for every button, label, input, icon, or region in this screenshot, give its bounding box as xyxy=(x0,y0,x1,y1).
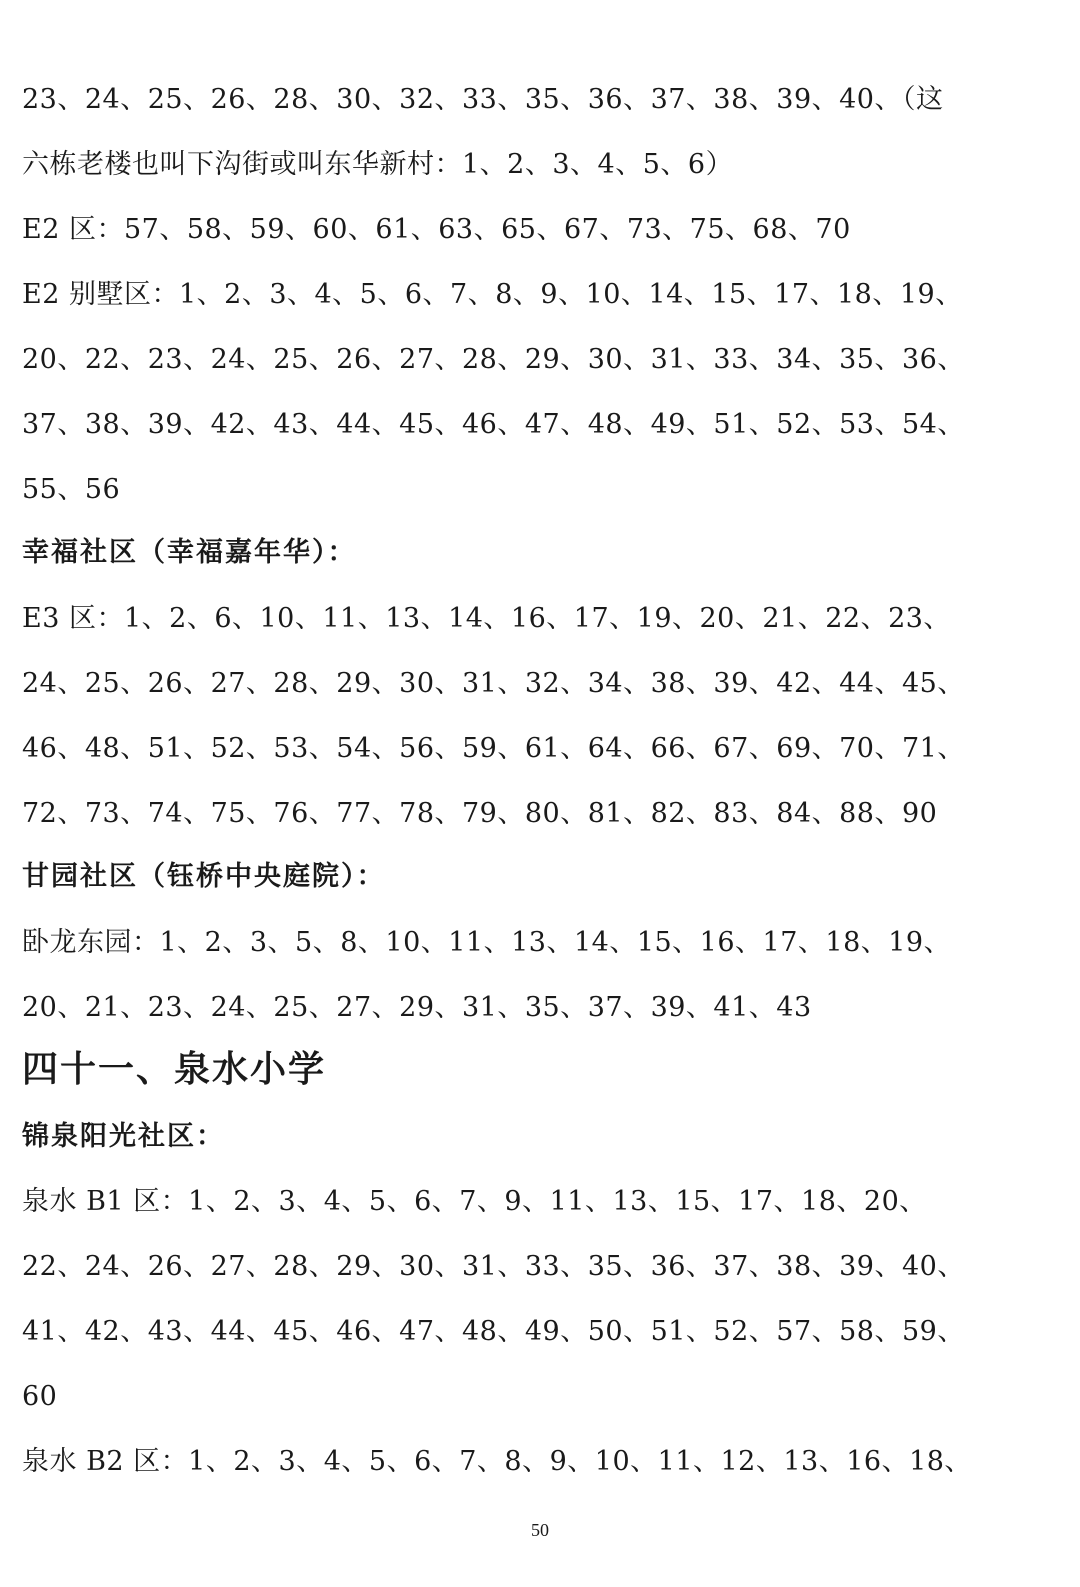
text-line: E3 区：1、2、6、10、11、13、14、16、17、19、20、21、22、23、 xyxy=(22,603,951,634)
text-line: E2 区：57、58、59、60、61、63、65、67、73、75、68、70 xyxy=(22,214,851,245)
text-line: 22、24、26、27、28、29、30、31、33、35、36、37、38、39、40、 xyxy=(22,1251,965,1282)
text-line: 六栋老楼也叫下沟街或叫东华新村：1、2、3、4、5、6） xyxy=(22,149,734,180)
community-heading: 甘园社区（钰桥中央庭院）： xyxy=(22,861,386,892)
text-line: 卧龙东园：1、2、3、5、8、10、11、13、14、15、16、17、18、19、 xyxy=(22,927,952,958)
text-line: 41、42、43、44、45、46、47、48、49、50、51、52、57、58、59、 xyxy=(22,1316,965,1347)
text-line: 泉水 B1 区：1、2、3、4、5、6、7、9、11、13、15、17、18、20、 xyxy=(22,1186,927,1217)
page-number: 50 xyxy=(531,1520,549,1540)
text-line: 20、22、23、24、25、26、27、28、29、30、31、33、34、35、36、 xyxy=(22,344,965,375)
text-line: 46、48、51、52、53、54、56、59、61、64、66、67、69、70、71、 xyxy=(22,733,965,764)
text-line: 37、38、39、42、43、44、45、46、47、48、49、51、52、53、54、 xyxy=(22,409,965,440)
text-line: 23、24、25、26、28、30、32、33、35、36、37、38、39、40、（这 xyxy=(22,84,944,115)
text-line: E2 别墅区：1、2、3、4、5、6、7、8、9、10、14、15、17、18、19、 xyxy=(22,279,963,310)
text-line: 24、25、26、27、28、29、30、31、32、34、38、39、42、44、45、 xyxy=(22,668,965,699)
section-heading: 四十一、泉水小学 xyxy=(22,1049,327,1090)
text-line: 60 xyxy=(22,1381,58,1412)
text-line: 20、21、23、24、25、27、29、31、35、37、39、41、43 xyxy=(22,992,812,1023)
community-heading: 幸福社区（幸福嘉年华）： xyxy=(22,537,357,568)
text-line: 泉水 B2 区：1、2、3、4、5、6、7、8、9、10、11、12、13、16、18、 xyxy=(22,1446,972,1477)
community-heading: 锦泉阳光社区： xyxy=(22,1121,225,1152)
text-line: 55、56 xyxy=(22,474,121,505)
text-line: 72、73、74、75、76、77、78、79、80、81、82、83、84、88、90 xyxy=(22,798,938,829)
